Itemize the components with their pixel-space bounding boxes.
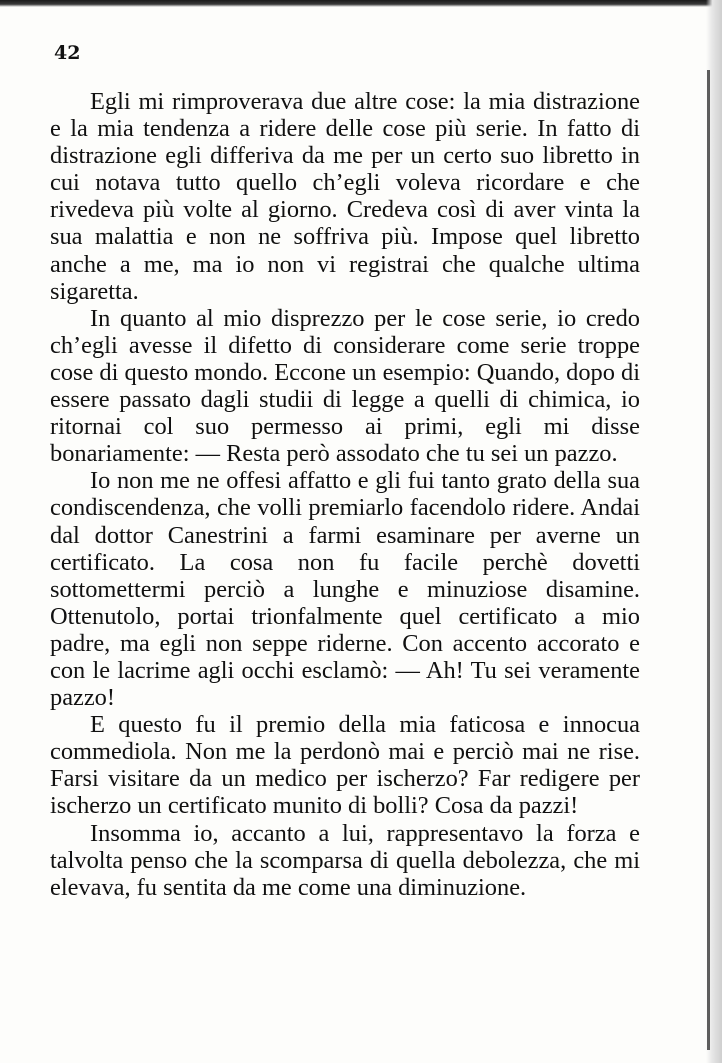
page-top-shadow xyxy=(0,0,722,7)
binding-edge-line xyxy=(707,70,710,1050)
paragraph: E questo fu il premio della mia faticosa e innocua commediola. Non me la perdonò mai e perciò mai ne rise. Farsi visitare da un medico per ischerzo? Far redigere per ischerzo un certificato munito di bolli? Cosa da pazzi! xyxy=(50,711,640,820)
paragraph: Insomma io, accanto a lui, rappresentavo la forza e talvolta penso che la scomparsa di quella debolezza, che mi elevava, fu sentita da me come una diminuzione. xyxy=(50,819,640,901)
body-text xyxy=(50,88,640,901)
page-number: 42 xyxy=(54,42,81,64)
paragraph: Egli mi rimproverava due altre cose: la mia distrazione e la mia tendenza a ridere delle cose più serie. In fatto di distrazione egli differiva da me per un certo suo libretto in cui notava tutto quello ch’egli voleva ricordare e che rivedeva più volte al giorno. Credeva così di aver vinta la sua malattia e non ne soffriva più. Impose quel libretto anche a me, ma io non vi registrai che qualche ultima sigaretta. xyxy=(50,88,640,305)
paragraph: In quanto al mio disprezzo per le cose serie, io credo ch’egli avesse il difetto di considerare come serie troppe cose di questo mondo. Eccone un esempio: Quando, dopo di essere passato dagli studii di legge a quelli di chimica, io ritornai col suo permesso ai primi, egli mi disse bonariamente: — Resta però assodato che tu sei un pazzo. xyxy=(50,304,641,468)
paragraph: Io non me ne offesi affatto e gli fui tanto grato della sua condiscendenza, che volli premiarlo facendolo ridere. Andai dal dottor Canestrini a farmi esaminare per averne un certificato. La cosa non fu facile perchè dovetti sottomettermi perciò a lunghe e minuziose disamine. Ottenutolo, portai trionfalmente quel certificato a mio padre, ma egli non seppe riderne. Con accento accorato e con le lacrime agli occhi esclamò: — Ah! Tu sei veramente pazzo! xyxy=(50,467,640,712)
